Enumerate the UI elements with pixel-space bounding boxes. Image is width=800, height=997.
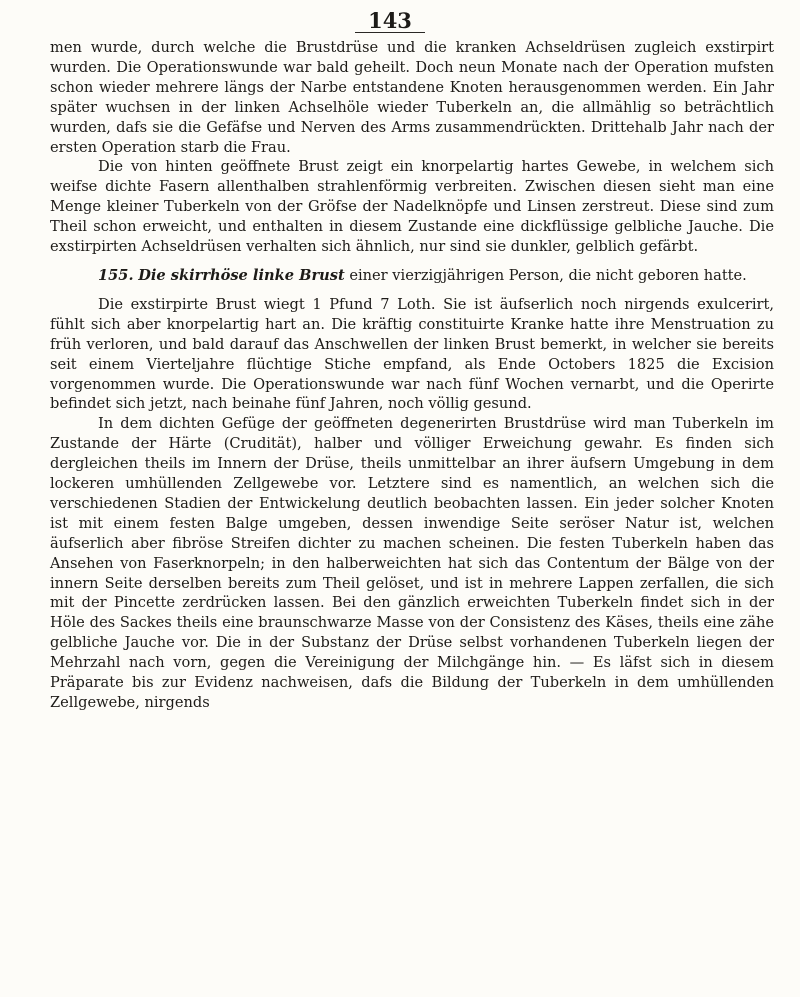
section-intro: einer vierzigjährigen Person, die nicht geboren hatte.	[349, 266, 747, 284]
page-number: 143	[355, 10, 425, 33]
section-title: Die skirrhöse linke Brust	[138, 266, 345, 284]
page-body	[50, 38, 774, 713]
section-number: 155.	[98, 266, 134, 284]
paragraph-3: Die exstirpirte Brust wiegt 1 Pfund 7 Loth. Sie ist äufserlich noch nirgends exulcerirt, fühlt sich aber knorpelartig hart an. Die kräftig constituirte Kranke hatte ihre Menstruation zu früh verloren, und bald darauf das Anschwellen der linken Brust bemerkt, in welcher sie bereits seit einem Vierteljahre flüchtige Stiche empfand, als Ende Octobers 1825 die Excision vorgenommen wurde. Die Operationswunde war nach fünf Wochen vernarbt, und die Operirte befindet sich jetzt, nach beinahe fünf Jahren, noch völlig gesund.	[50, 295, 774, 413]
paragraph-2: Die von hinten geöffnete Brust zeigt ein knorpelartig hartes Gewebe, in welchem sich weifse dichte Fasern allenthalben strahlenförmig verbreiten. Zwischen diesen sieht man eine Menge kleiner Tuberkeln von der Gröfse der Nadelknöpfe und Linsen zerstreut. Diese sind zum Theil schon erweicht, und enthalten in diesem Zustande eine dickflüssige gelbliche Jauche. Die exstirpirten Achseldrüsen verhalten sich ähnlich, nur sind sie dunkler, gelblich gefärbt.	[50, 158, 774, 256]
section-heading	[50, 266, 774, 286]
paragraph-1: men wurde, durch welche die Brustdrüse und die kranken Achseldrüsen zugleich exstirpirt wurden. Die Operationswunde war bald geheilt. Doch neun Monate nach der Operation mufsten schon wieder mehrere längs der Narbe entstandene Knoten herausgenommen werden. Ein Jahr später wuchsen in der linken Achselhöle wieder Tuberkeln an, die allmählig so beträchtlich wurden, dafs sie die Gefäfse und Nerven des Arms zusammendrückten. Drittehalb Jahr nach der ersten Operation starb die Frau.	[50, 39, 774, 156]
paragraph-4: In dem dichten Gefüge der geöffneten degenerirten Brustdrüse wird man Tuberkeln im Zustande der Härte (Crudität), halber und völliger Erweichung gewahr. Es finden sich dergleichen theils im Innern der Drüse, theils unmittelbar an ihrer äufsern Umgebung in dem lockeren umhüllenden Zellgewebe vor. Letztere sind es namentlich, an welchen sich die verschiedenen Stadien der Entwickelung deutlich beobachten lassen. Ein jeder solcher Knoten ist mit einem festen Balge umgeben, dessen inwendige Seite seröser Natur ist, welchen äufserlich aber fibröse Streifen dichter zu machen scheinen. Die festen Tuberkeln haben das Ansehen von Faserknorpeln; in den halberweichten hat sich das Contentum der Bälge von der innern Seite derselben bereits zum Theil gelöset, und ist in mehrere Lappen zerfallen, die sich mit der Pincette zerdrücken lassen. Bei den gänzlich erweichten Tuberkeln findet sich in der Höle des Sackes theils eine braunschwarze Masse von der Consistenz des Käses, theils eine zähe gelbliche Jauche vor. Die in der Substanz der Drüse selbst vorhandenen Tuberkeln liegen der Mehrzahl nach vorn, gegen die Vereinigung der Milchgänge hin. — Es läfst sich in diesem Präparate bis zur Evidenz nachweisen, dafs die Bildung der Tuberkeln in dem umhüllenden Zellgewebe, nirgends	[50, 415, 774, 711]
